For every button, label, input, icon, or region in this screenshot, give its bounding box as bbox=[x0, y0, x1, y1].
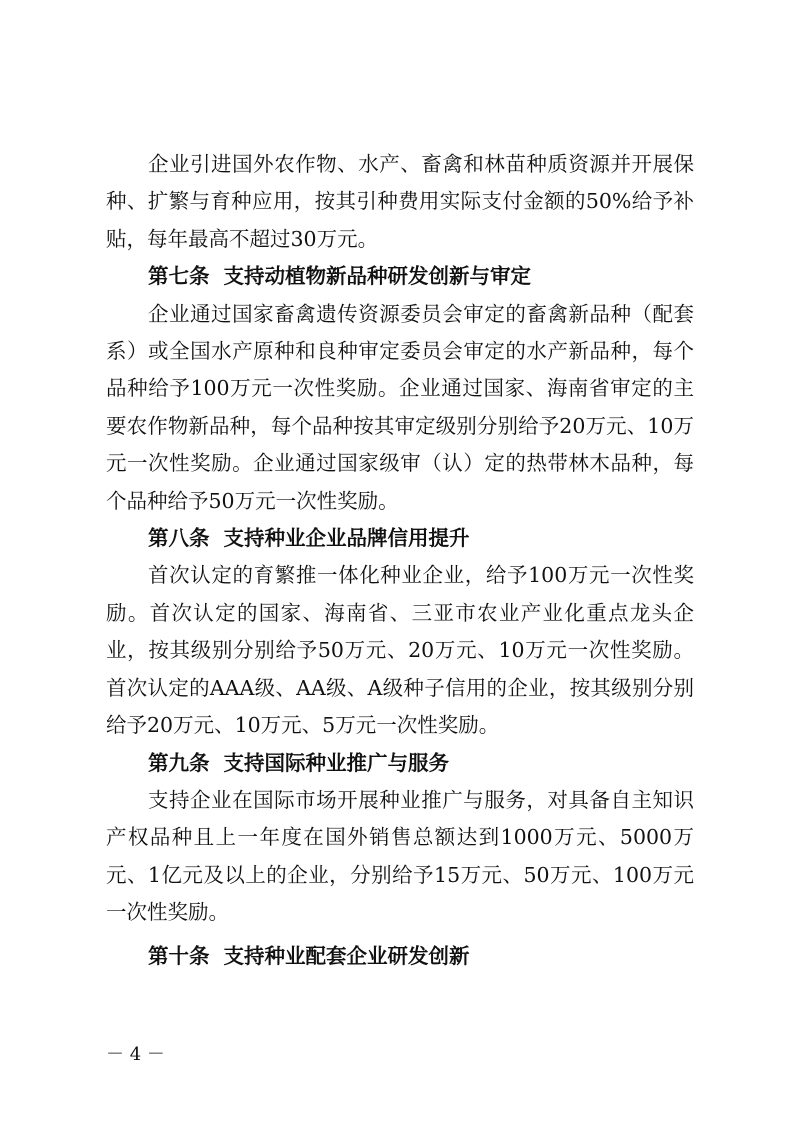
article-7-title: 支持动植物新品种研发创新与审定 bbox=[223, 264, 531, 289]
article-10-heading bbox=[106, 938, 694, 975]
paragraph-article-9: 支持企业在国际市场开展种业推广与服务，对具备自主知识产权品种且上一年度在国外销售总额达到1000万元、5000万元、1亿元及以上的企业，分别给予15万元、50万元、100万元一次性奖励。 bbox=[106, 787, 694, 925]
article-9-heading bbox=[106, 745, 694, 782]
article-10-title: 支持种业配套企业研发创新 bbox=[223, 943, 470, 968]
article-7-number: 第七条 bbox=[148, 264, 210, 289]
article-8-number: 第八条 bbox=[148, 526, 210, 551]
article-9-number: 第九条 bbox=[148, 750, 210, 775]
paragraph-article-7: 企业通过国家畜禽遗传资源委员会审定的畜禽新品种（配套系）或全国水产原种和良种审定委员会审定的水产新品种，每个品种给予100万元一次性奖励。企业通过国家、海南省审定的主要农作物新品种，每个品种按其审定级别分别给予20万元、10万元一次性奖励。企业通过国家级审（认）定的热带林木品种，每个品种给予50万元一次性奖励。 bbox=[106, 301, 694, 513]
paragraph-seed-introduction: 企业引进国外农作物、水产、畜禽和林苗种质资源并开展保种、扩繁与育种应用，按其引种费用实际支付金额的50%给予补贴，每年最高不超过30万元。 bbox=[106, 152, 694, 251]
article-7-heading bbox=[106, 258, 694, 295]
document-body bbox=[106, 146, 694, 975]
paragraph-article-8: 首次认定的育繁推一体化种业企业，给予100万元一次性奖励。首次认定的国家、海南省、三亚市农业产业化重点龙头企业，按其级别分别给予50万元、20万元、10万元一次性奖励。首次认定的AAA级、AA级、A级种子信用的企业，按其级别分别给予20万元、10万元、5万元一次性奖励。 bbox=[106, 563, 694, 738]
article-8-title: 支持种业企业品牌信用提升 bbox=[223, 526, 470, 551]
article-10-number: 第十条 bbox=[148, 943, 210, 968]
page-number: － 4 － bbox=[106, 1044, 165, 1065]
article-8-heading bbox=[106, 520, 694, 557]
article-9-title: 支持国际种业推广与服务 bbox=[223, 750, 449, 775]
